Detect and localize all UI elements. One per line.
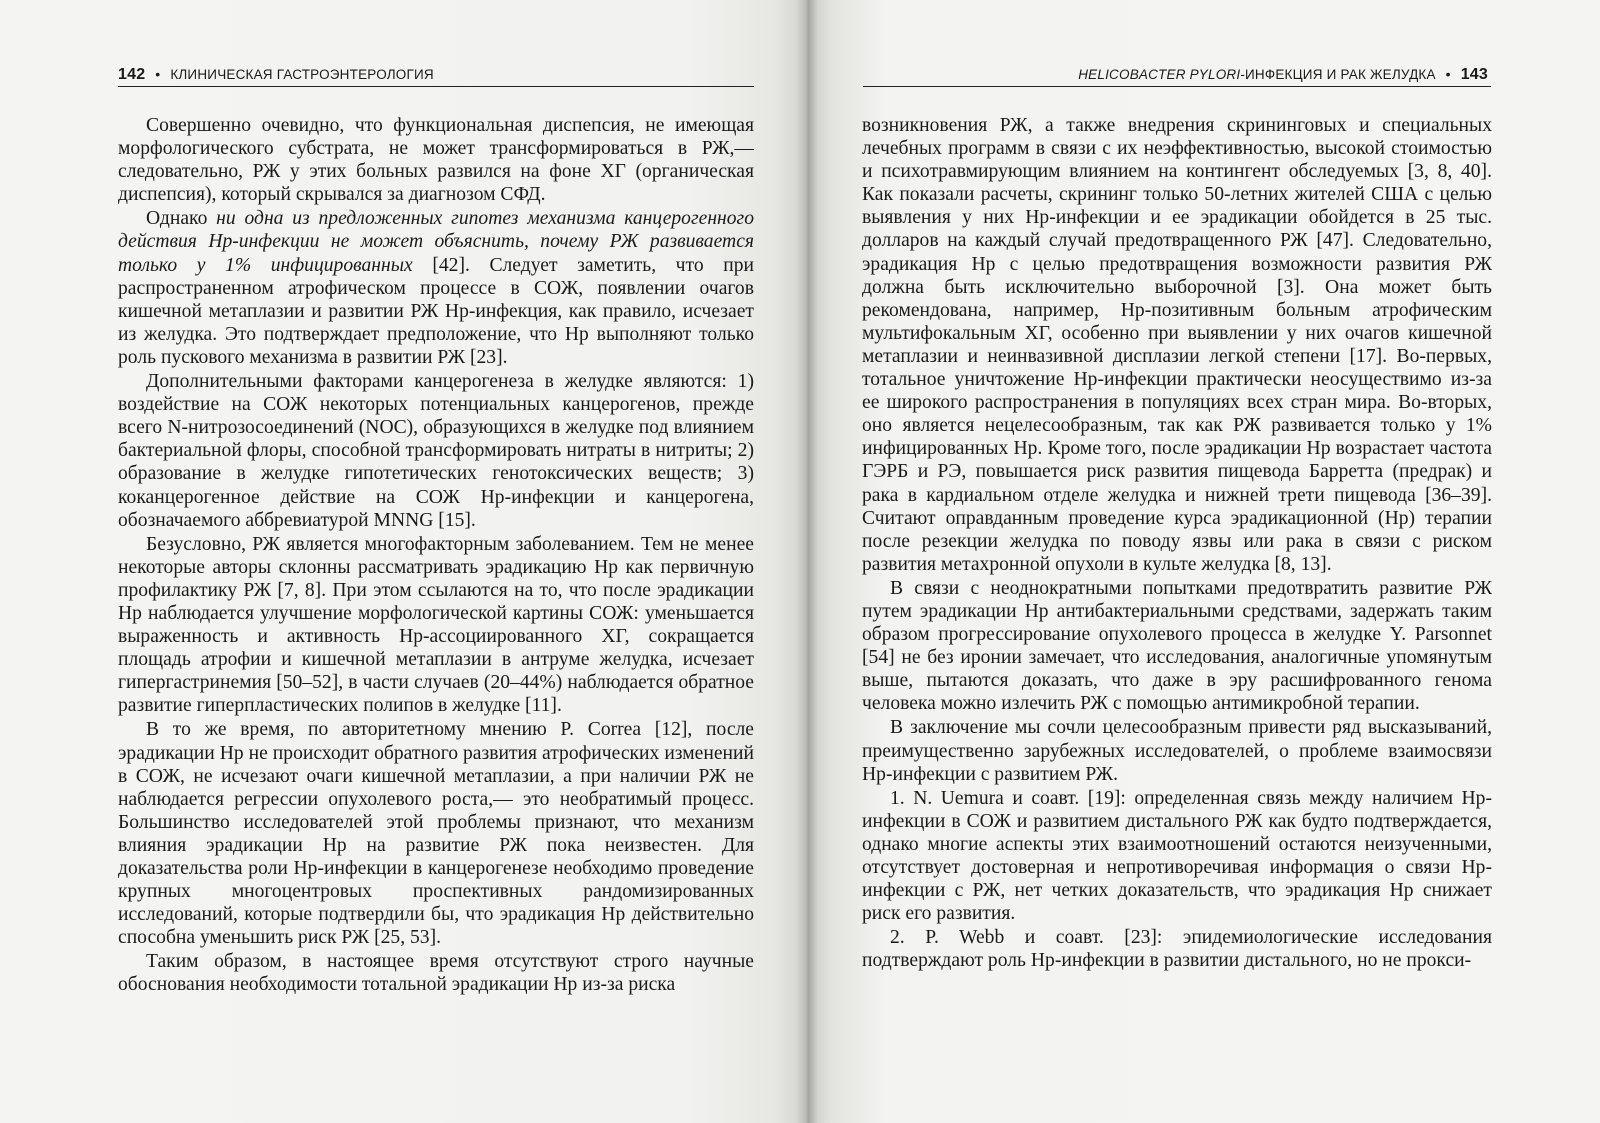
paragraph-text: возникновения РЖ, а также внедрения скрининговых и специальных лечебных программ в связи с их неэффективностью, высокой стоимостью и психотравмирующим влиянием на контингент обследуемых [3, 8, 40]. Как показали расчеты, скрининг только 50-летних жителей США с целью выявления у них Hp-инфекции и ее эрадикации обойдется в 25 тыс. долларов на каждый случай предотвращенного РЖ [47]. Следовательно, эрадикация Hp с целью предотвращения возможности развития РЖ должна быть исключительно выборочной [3]. Она может быть рекомендована, например, Hp-позитивным больным атрофическим мультифокальным ХГ, особенно при выявлении у них очагов кишечной метаплазии и неинвазивной дисплазии легкой степени [17]. Во-первых, тотальное уничтожение Hp-инфекции практически неосуществимо из-за ее широкого распространения в популяциях всех стран мира. Во-вторых, оно является нецелесообразным, так как РЖ развивается только у 1% инфицированных Hp. Кроме того, после эрадикации Hp возрастает частота ГЭРБ и РЭ, повышается риск развития пищевода Барретта (предрак) и рака в кардиальном отделе желудка и нижней трети пищевода [36–39]. Считают оправданным проведение курса эрадикационной (Hp) терапии после резекции желудка по поводу язвы или рака в связи с риском развития метахронной опухоли в культе желудка [8, 13]. [862, 115, 1492, 575]
right-header-rule [863, 86, 1491, 87]
paragraph [862, 716, 1492, 785]
right-body-text [862, 114, 1492, 972]
paragraph [118, 950, 754, 996]
paragraph [862, 787, 1492, 926]
paragraph-text: 2. P. Webb и соавт. [23]: эпидемиологические исследования подтверждают роль Hp-инфекции в развитии дистального, но не прокси- [862, 927, 1492, 972]
left-running-head [118, 66, 434, 88]
left-header-rule [118, 86, 754, 87]
paragraph [118, 114, 754, 206]
paragraph-text: [42]. Следует заметить, что при распространенном атрофическом процессе в СОЖ, появлении очагов кишечной метаплазии и развитии РЖ Hp-инфекция, как правило, исчезает из желудка. Это подтверждает предположение, что Hp выполняют только роль пускового механизма в развитии РЖ [23]. [118, 254, 754, 368]
paragraph-text: Дополнительными факторами канцерогенеза в желудке являются: 1) воздействие на СОЖ некоторых потенциальных канцерогенов, прежде всего N-нитрозосоединений (NOC), образующихся в желудке под влиянием бактериальной флоры, способной трансформировать нитраты в нитриты; 2) образование в желудке гипотетических генотоксических веществ; 3) коканцерогенное действие на СОЖ Hp-инфекции и канцерогена, обозначаемого аббревиатурой MNNG [15]. [118, 371, 754, 531]
paragraph [862, 577, 1492, 716]
paragraph-text: В заключение мы сочли целесообразным привести ряд высказываний, преимущественно зарубежных исследователей, о проблеме взаимосвязи Hp-инфекции с развитием РЖ. [862, 717, 1492, 785]
paragraph [862, 114, 1492, 576]
left-page-number: 142 [118, 66, 146, 83]
paragraph-text: 1. N. Uemura и соавт. [19]: определенная связь между наличием Hp-инфекции в СОЖ и развитием дистального РЖ как будто подтверждается, однако многие аспекты этих взаимоотношений остаются неизученными, отсутствует достоверная и непротиворечивая информация о связи Hp-инфекции с РЖ, нет четких доказательств, что эрадикация Hp снижает риск его развития. [862, 787, 1492, 925]
right-running-title-italic: HELICOBACTER PYLORI [1078, 67, 1241, 82]
left-header-separator: • [155, 66, 161, 82]
left-running-title: КЛИНИЧЕСКАЯ ГАСТРОЭНТЕРОЛОГИЯ [170, 67, 434, 82]
right-page [808, 0, 1600, 1123]
paragraph [118, 533, 754, 718]
right-page-number: 143 [1460, 66, 1488, 83]
paragraph [118, 207, 754, 369]
paragraph-text: Безусловно, РЖ является многофакторным заболеванием. Тем не менее некоторые авторы склонны рассматривать эрадикацию Hp как первичную профилактику РЖ [7, 8]. При этом ссылаются на то, что после эрадикации Hp наблюдается улучшение морфологической картины СОЖ: уменьшается выраженность и активность Hp-ассоциированного ХГ, сокращается площадь атрофии и кишечной метаплазии в антруме желудка, исчезает гипергастринемия [50–52], в части случаев (20–44%) наблюдается обратное развитие гиперпластических полипов в желудке [11]. [118, 533, 754, 717]
paragraph-text: В связи с неоднократными попытками предотвратить развитие РЖ путем эрадикации Hp антибактериальными средствами, задержать таким образом прогрессирование опухолевого процесса в желудке Y. Parsonnet [54] не без иронии замечает, что исследования, аналогичные упомянутым выше, пытаются доказать, что даже в эру расшифрованного генома человека можно излечить РЖ с помощью антимикробной терапии. [862, 577, 1492, 715]
paragraph-text: Совершенно очевидно, что функциональная диспепсия, не имеющая морфологического субстрата, не может трансформироваться в РЖ,— следовательно, РЖ у этих больных развился на фоне ХГ (органическая диспепсия), который скрывался за диагнозом СФД. [118, 115, 754, 206]
paragraph-text: В то же время, по авторитетному мнению P. Correa [12], после эрадикации Hp не происходит обратного развития атрофических изменений в СОЖ, не исчезают очаги кишечной метаплазии, а при наличии РЖ не наблюдается регрессии опухолевого роста,— это необратимый процесс. Большинство исследователей этой проблемы признают, что механизм влияния эрадикации Hp на развитие РЖ пока неизвестен. Для доказательства роли Hp-инфекции в канцерогенезе необходимо проведение крупных многоцентровых проспективных рандомизированных исследований, которые подтвердили бы, что эрадикация Hp действительно способна уменьшить риск РЖ [25, 53]. [118, 719, 754, 949]
paragraph-lead: Однако [146, 208, 217, 230]
paragraph-text: Таким образом, в настоящее время отсутствуют строго научные обоснования необходимости тотальной эрадикации Hp из-за риска [118, 951, 754, 996]
right-header-separator: • [1445, 66, 1451, 82]
paragraph [862, 926, 1492, 972]
paragraph [118, 718, 754, 949]
right-running-head [1078, 66, 1488, 88]
paragraph-italic: ни одна из предложенных гипотез механизма канцерогенного действия Hp-инфекции не может объяснить, почему РЖ развивается только у 1% инфицированных [118, 208, 754, 276]
right-running-title: -ИНФЕКЦИЯ И РАК ЖЕЛУДКА [1240, 67, 1436, 82]
book-spine-shadow [796, 0, 818, 1123]
left-body-text [118, 114, 754, 997]
paragraph [118, 370, 754, 532]
